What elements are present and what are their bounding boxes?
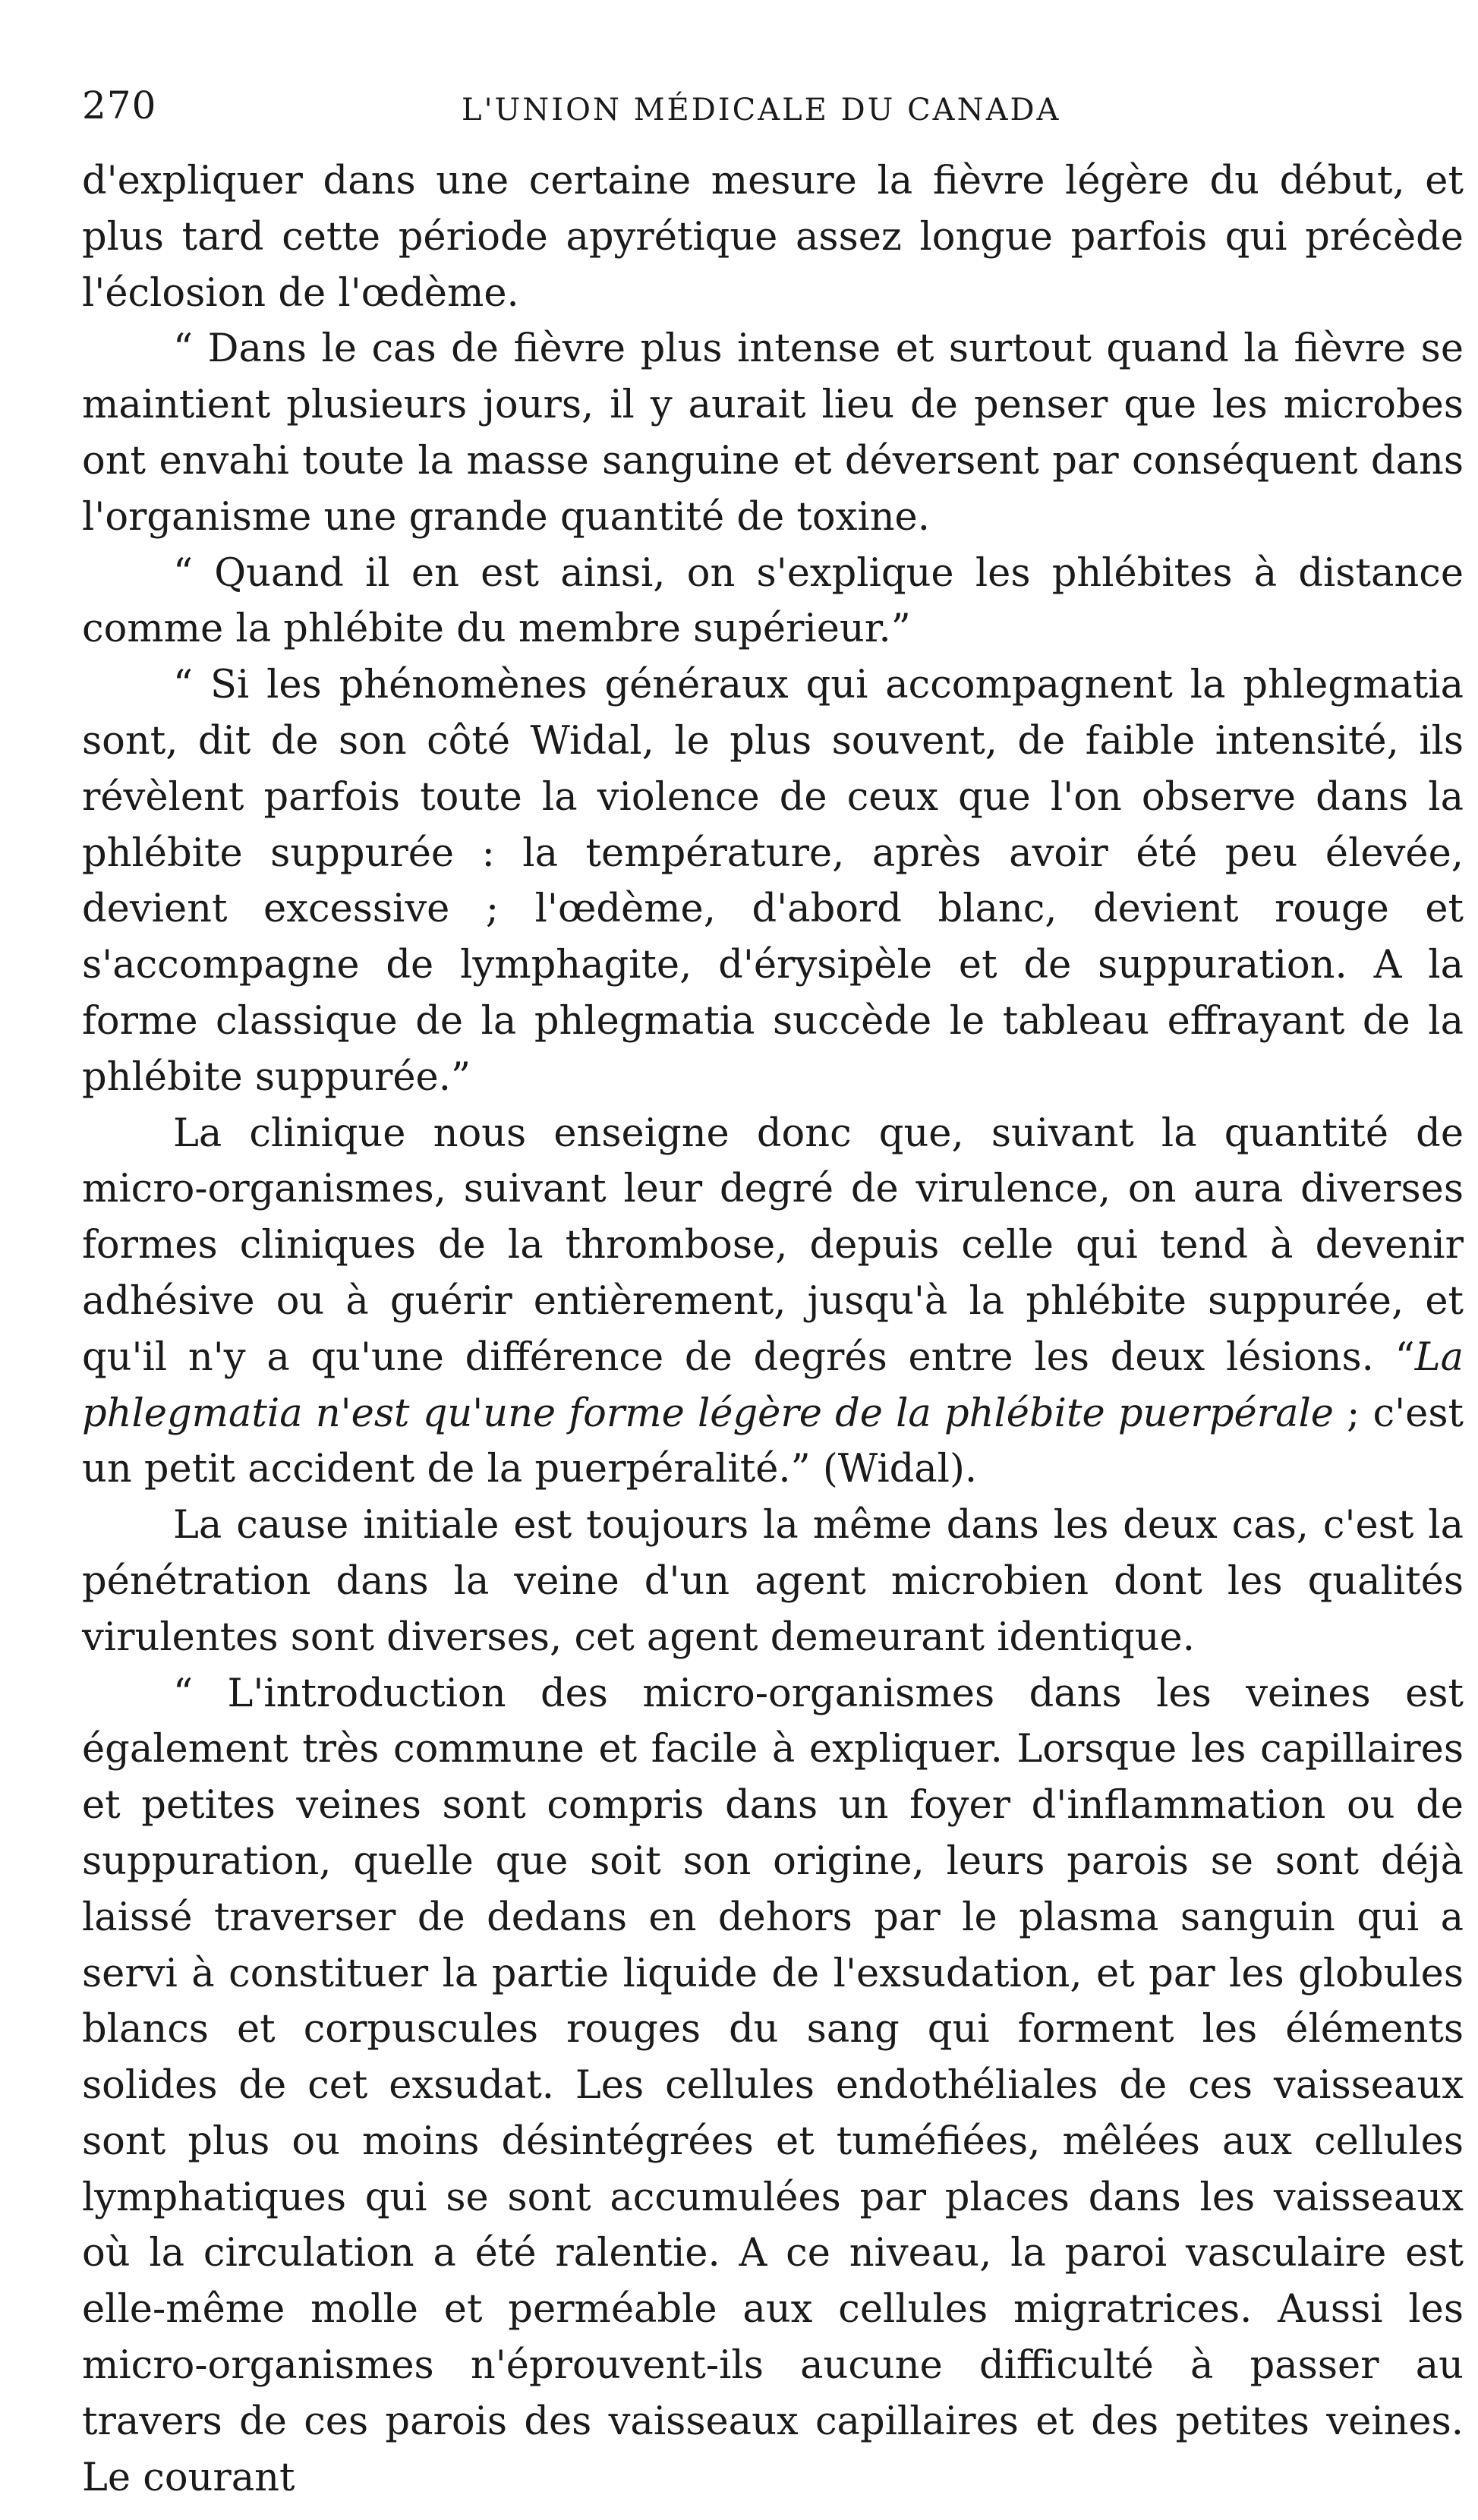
body-text xyxy=(82,153,1464,2506)
page-number: 270 xyxy=(82,83,157,128)
running-title: L'UNION MÉDICALE DU CANADA xyxy=(462,93,1061,128)
paragraph-1: d'expliquer dans une certaine mesure la fièvre légère du début, et plus tard cette période apyrétique assez longue parfois qui précède l'éclosion de l'œdème. xyxy=(82,159,1464,316)
paragraph-5 xyxy=(82,1106,1464,1498)
paragraph-7: “ L'introduction des micro-organismes dans les veines est également très commune et facile à expliquer. Lorsque les capillaires et petites veines sont compris dans un foyer d'inflammation ou de suppuration, quelle que soit son origine, leurs parois se sont déjà laissé traverser de dedans en dehors par le plasma sanguin qui a servi à constituer la partie liquide de l'exsudation, et par les globules blancs et corpuscules rouges du sang qui forment les éléments solides de cet exsudat. Les cellules endothéliales de ces vaisseaux sont plus ou moins désintégrées et tuméfiées, mêlées aux cellules lymphatiques qui se sont accumulées par places dans les vaisseaux où la circulation a été ralentie. A ce niveau, la paroi vasculaire est elle-même molle et perméable aux cellules migratrices. Aussi les micro-organismes n'éprouvent-ils aucune difficulté à passer au travers de ces parois des vaisseaux capillaires et des petites veines. Le courant xyxy=(82,1671,1464,2500)
paragraph-5-text-after: ; c'est un petit accident de la puerpéralité.” (Widal). xyxy=(82,1391,1464,1492)
paragraph-3: “ Quand il en est ainsi, on s'explique les phlébites à distance comme la phlébite du membre supérieur.” xyxy=(82,550,1464,652)
paragraph-4: “ Si les phénomènes généraux qui accompagnent la phlegmatia sont, dit de son côté Widal, le plus souvent, de faible intensité, ils révèlent parfois toute la violence de ceux que l'on observe dans la phlébite suppurée : la température, après avoir été peu élevée, devient excessive ; l'œdème, d'abord blanc, devient rouge et s'accompagne de lymphagite, d'érysipèle et de suppuration. A la forme classique de la phlegmatia succède le tableau effrayant de la phlébite suppurée.” xyxy=(82,663,1464,1100)
widal-italic-quote: La phlegmatia n'est qu'une forme légère de la phlébite puerpérale xyxy=(82,1334,1464,1436)
paragraph-5-text-before: La clinique nous enseigne donc que, suivant la quantité de micro-organismes, suivant leur degré de virulence, on aura diverses formes cliniques de la thrombose, depuis celle qui tend à devenir adhésive ou à guérir entièrement, jusqu'à la phlébite suppurée, et qu'il n'y a qu'une différence de degrés entre les deux lésions. “ xyxy=(82,1110,1464,1380)
paragraph-2: “ Dans le cas de fièvre plus intense et surtout quand la fièvre se maintient plusieurs jours, il y aurait lieu de penser que les microbes ont envahi toute la masse sanguine et déversent par conséquent dans l'organisme une grande quantité de toxine. xyxy=(82,326,1464,540)
page-header xyxy=(82,83,1458,137)
paragraph-6: La cause initiale est toujours la même dans les deux cas, c'est la pénétration dans la veine d'un agent microbien dont les qualités virulentes sont diverses, cet agent demeurant identique. xyxy=(82,1503,1464,1660)
